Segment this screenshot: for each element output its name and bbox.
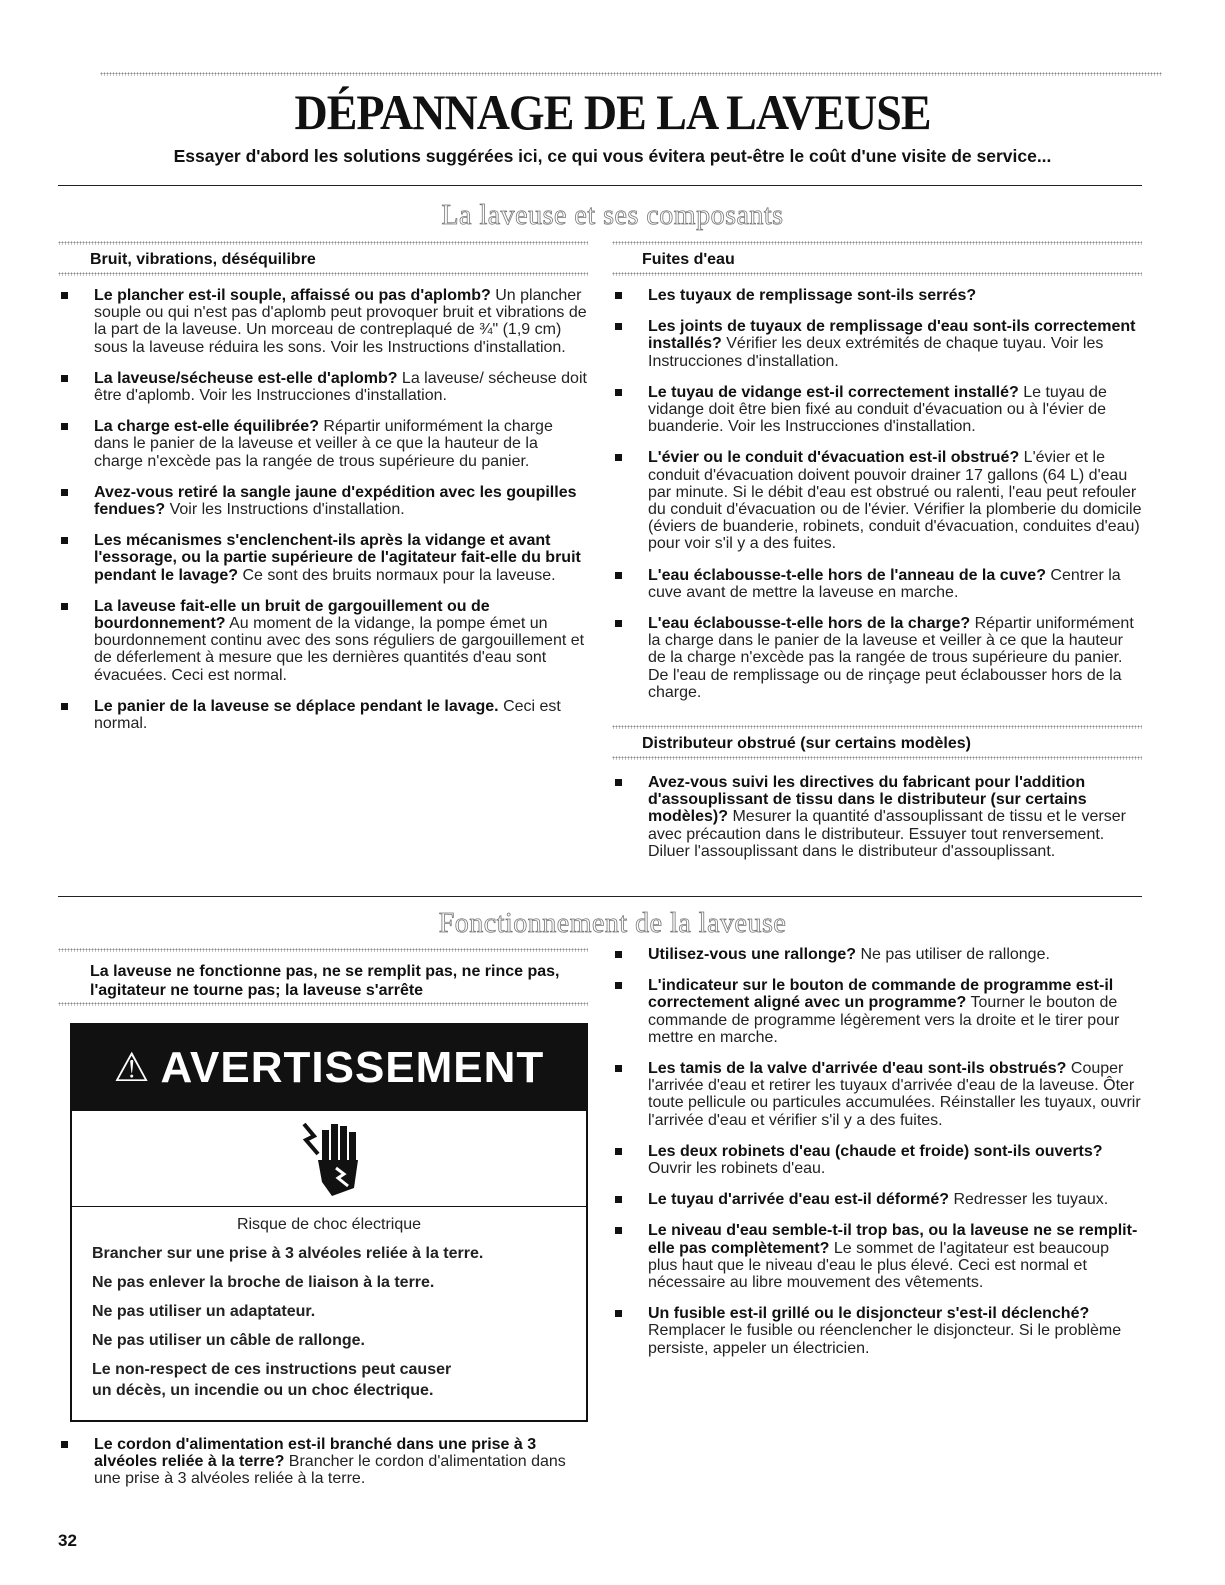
warning-line-4: Ne pas utiliser un câble de rallonge. — [92, 1332, 365, 1349]
page-title: DÉPANNAGE DE LA LAVEUSE — [294, 84, 931, 141]
item-answer: Brancher le cordon d'alimentation dans une prise à 3 alvéoles reliée à la terre. — [94, 1453, 566, 1488]
item-answer: Couper l'arrivée d'eau et retirer les tuyaux d'arrivée d'eau de la laveuse. Ôter toute pellicule ou particules accumulées. Réinstaller les tuyaux, ouvrir l'arrivée d'eau et vérifier s'il y a des fuites. — [648, 1060, 1141, 1129]
item-question: La laveuse/sécheuse est-elle d'aplomb? — [94, 369, 398, 387]
item-question: Utilisez-vous une rallonge? — [648, 946, 857, 963]
item-answer: Redresser les tuyaux. — [949, 1191, 1109, 1209]
list-item — [612, 384, 1142, 436]
item-question: L'eau éclabousse-t-elle hors de l'anneau de la cuve? — [648, 566, 1046, 584]
list-item — [612, 1143, 1142, 1177]
dispenser-section — [612, 730, 1142, 759]
warning-line-6: un décès, un incendie ou un choc électrique. — [92, 1382, 434, 1399]
item-question: L'indicateur sur le bouton de commande de programme est-il correctement aligné avec un programme? — [648, 977, 1114, 1012]
item-answer: Centrer la cuve avant de mettre la laveuse en marche. — [648, 566, 1121, 601]
item-question: Le tuyau de vidange est-il correctement installé? — [648, 383, 1019, 401]
item-answer: Ne pas utiliser de rallonge. — [856, 946, 1050, 963]
warning-risk: Risque de choc électrique — [236, 1216, 422, 1233]
section-title-operation: Fonctionnement de la laveuse — [438, 908, 787, 939]
item-answer: Voir les Instructions d'installation. — [165, 501, 405, 519]
item-answer: Un plancher souple ou qui n'est pas d'aplomb peut provoquer bruit et vibrations de la part de la laveuse. Un morceau de contreplaqué de ¾" (1,9 cm) sous la laveuse réduira les sons. Voir les Instructions d'installation. — [94, 287, 587, 356]
item-answer: Le tuyau de vidange doit être bien fixé au conduit d'évacuation ou à l'évier de buanderie. Voir les Instrucciones d'installation. — [648, 383, 1107, 436]
list-item — [612, 977, 1142, 1046]
electric-shock-hand-icon — [294, 1116, 364, 1201]
divider-top — [58, 185, 1142, 186]
warning-line-5: Le non-respect de ces instructions peut causer — [92, 1361, 452, 1378]
page-subtitle: Essayer d'abord les solutions suggérées ici, ce qui vous évitera peut-être le coût d'une visite de service... — [173, 146, 1052, 166]
item-question: Un fusible est-il grillé ou le disjoncteur s'est-il déclenché? — [648, 1305, 1090, 1323]
item-question: Les deux robinets d'eau (chaude et froide) sont-ils ouverts? — [648, 1142, 1103, 1160]
noise-heading-dots-top — [58, 241, 588, 245]
item-answer: Tourner le bouton de commande de programme légèrement vers la droite et le tirer pour mettre en marche. — [648, 994, 1120, 1046]
list-item — [612, 1305, 1142, 1357]
list-item — [58, 1436, 588, 1488]
leaks-heading-dots-bottom — [612, 272, 1142, 276]
warning-header — [72, 1025, 586, 1111]
warning-title: AVERTISSEMENT — [160, 1043, 545, 1092]
warning-line-2: Ne pas enlever la broche de liaison à la terre. — [92, 1274, 435, 1291]
list-item — [58, 698, 588, 732]
item-question: L'eau éclabousse-t-elle hors de la charge? — [648, 615, 971, 633]
item-question: Le tuyau d'arrivée d'eau est-il déformé? — [648, 1191, 950, 1209]
item-question: Le plancher est-il souple, affaissé ou pas d'aplomb? — [94, 287, 491, 304]
operation-section — [58, 958, 588, 1006]
list-item — [58, 598, 588, 684]
item-question: Les joints de tuyaux de remplissage d'eau sont-ils correctement installés? — [648, 318, 1136, 353]
top-dotted-band — [100, 72, 1162, 76]
list-item — [612, 774, 1142, 860]
item-answer: Ouvrir les robinets d'eau. — [648, 1160, 826, 1178]
warning-line-3: Ne pas utiliser un adaptateur. — [92, 1303, 316, 1320]
operation-left-list — [58, 1436, 588, 1502]
warning-box — [70, 1023, 588, 1422]
divider-middle — [58, 896, 1142, 897]
leaks-section — [612, 246, 1142, 275]
item-question: Les tuyaux de remplissage sont-ils serrés? — [648, 287, 977, 304]
item-answer: Répartir uniformément la charge dans le panier de la laveuse et veiller à ce que la hauteur de la charge n'excède pas la rangée de trous supérieure du panier. De l'eau de remplissage ou de rinçage peut éclabousser hors de la charge. — [648, 615, 1134, 701]
list-item — [612, 1191, 1142, 1208]
list-item — [612, 318, 1142, 370]
list-item — [612, 1222, 1142, 1291]
item-question: Le niveau d'eau semble-t-il trop bas, ou la laveuse ne se remplit-elle pas complètement? — [648, 1222, 1138, 1257]
list-item — [58, 532, 588, 584]
item-question: Avez-vous suivi les directives du fabricant pour l'addition d'assouplissant de tissu dans le distributeur (sur certains modèles)? — [648, 774, 1087, 826]
item-question: Le cordon d'alimentation est-il branché dans une prise à 3 alvéoles reliée à la terre? — [94, 1436, 537, 1471]
operation-heading: La laveuse ne fonctionne pas, ne se remplit pas, ne rince pas, l'agitateur ne tourne pas; la laveuse s'arrête — [90, 963, 560, 999]
item-answer: L'évier et le conduit d'évacuation doivent pouvoir drainer 17 gallons (64 L) d'eau par minute. Si le débit d'eau est obstrué ou ralenti, l'eau peut refouler du conduit d'évacuation ou de l'évier. Vérifier la plomberie du domicile (éviers de buanderie, robinets, conduit d'évacuation, conduites d'eau) pour voir s'il y a des fuites. — [648, 449, 1142, 553]
dispenser-heading: Distributeur obstrué (sur certains modèles) — [642, 735, 971, 752]
noise-section — [58, 246, 588, 275]
item-answer: Ceci est normal. — [94, 697, 561, 733]
noise-heading: Bruit, vibrations, déséquilibre — [90, 251, 316, 268]
section-title-components: La laveuse et ses composants — [441, 200, 784, 231]
dispenser-heading-dots-top — [612, 725, 1142, 729]
warning-triangle-icon: ⚠ — [113, 1046, 151, 1090]
list-item — [612, 567, 1142, 601]
item-answer: Répartir uniformément la charge dans le panier de la laveuse et veiller à ce que la hauteur de la charge n'excède pas la rangée de trous supérieure du panier. — [94, 418, 553, 470]
list-item — [612, 946, 1142, 963]
item-answer: La laveuse/ sécheuse doit être d'aplomb. Voir les Instrucciones d'installation. — [94, 369, 587, 405]
item-answer: Au moment de la vidange, la pompe émet un bourdonnement continu avec des sons réguliers de gargouillement et de déferlement à mesure que les dernières quantités d'eau sont évacuées. Ceci est normal. — [94, 615, 585, 684]
dispenser-heading-dots-bottom — [612, 756, 1142, 760]
item-answer: Ce sont des bruits normaux pour la laveuse. — [238, 566, 556, 584]
leaks-list — [612, 287, 1142, 715]
noise-list — [58, 287, 588, 746]
item-question: Les mécanismes s'enclenchent-ils après la vidange et avant l'essorage, ou la partie supérieure de l'agitateur fait-elle du bruit pendant le lavage? — [94, 532, 581, 584]
leaks-heading: Fuites d'eau — [642, 251, 735, 268]
noise-heading-dots-bottom — [58, 272, 588, 276]
list-item — [612, 449, 1142, 552]
operation-heading-dots-top — [58, 948, 588, 952]
item-answer: Remplacer le fusible ou réenclencher le disjoncteur. Si le problème persiste, appeler un électricien. — [648, 1322, 1122, 1357]
warning-body — [72, 1207, 586, 1400]
operation-heading-dots-bottom — [58, 1002, 588, 1006]
warning-line-1: Brancher sur une prise à 3 alvéoles reliée à la terre. — [92, 1245, 484, 1262]
list-item — [612, 1060, 1142, 1129]
item-question: Avez-vous retiré la sangle jaune d'expédition avec les goupilles fendues? — [94, 483, 577, 519]
item-question: L'évier ou le conduit d'évacuation est-il obstrué? — [648, 449, 1020, 467]
list-item — [58, 484, 588, 518]
item-question: La charge est-elle équilibrée? — [94, 418, 319, 436]
leaks-heading-dots-top — [612, 241, 1142, 245]
warning-icon-area — [72, 1111, 586, 1207]
list-item — [58, 418, 588, 470]
operation-right-list — [612, 946, 1142, 1371]
item-answer: Mesurer la quantité d'assouplissant de tissu et le verser avec précaution dans le distributeur. Essuyer tout renversement. Diluer l'assouplissant dans le distributeur d'assouplissant. — [648, 808, 1126, 860]
dispenser-list — [612, 774, 1142, 874]
item-question: La laveuse fait-elle un bruit de gargouillement ou de bourdonnement? — [94, 597, 490, 633]
item-answer: Le sommet de l'agitateur est beaucoup plus haut que le niveau d'eau le plus élevé. Ceci est normal et nécessaire au libre mouvement des vêtements. — [648, 1239, 1110, 1292]
list-item — [58, 287, 588, 356]
page-number: 32 — [58, 1531, 77, 1550]
list-item — [58, 370, 588, 404]
list-item — [612, 615, 1142, 701]
item-question: Les tamis de la valve d'arrivée d'eau sont-ils obstrués? — [648, 1060, 1067, 1078]
item-question: Le panier de la laveuse se déplace pendant le lavage. — [94, 697, 499, 715]
list-item — [612, 287, 1142, 304]
item-answer: Vérifier les deux extrémités de chaque tuyau. Voir les Instrucciones d'installation. — [648, 335, 1104, 370]
